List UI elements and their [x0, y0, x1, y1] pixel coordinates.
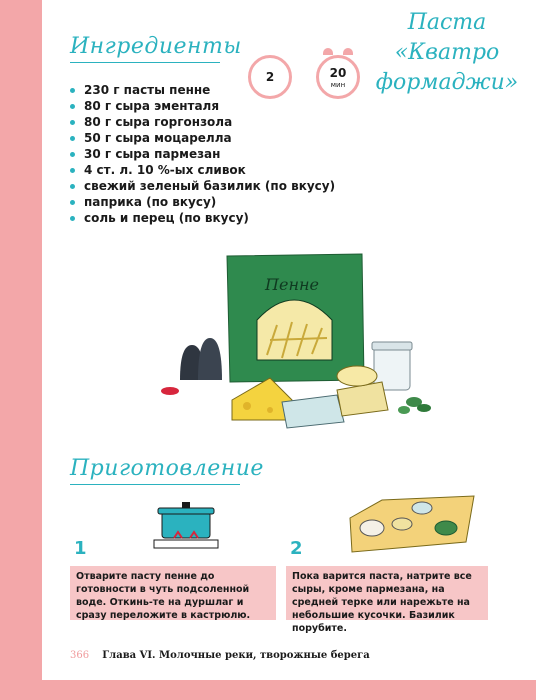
bottom-page-border — [0, 680, 536, 700]
step-1-text: Отварите пасту пенне до готовности в чуть подсоленной воде. Откинь-те на дуршлаг и сразу переложите в кастрюлю. — [70, 566, 276, 620]
pot-on-stove-icon — [152, 500, 222, 556]
preparation-heading-underline — [70, 484, 240, 485]
ingredients-heading: Ингредиенты — [70, 34, 242, 59]
mozzarella-cheese-icon — [337, 366, 377, 386]
ingredients-heading-underline — [70, 62, 220, 63]
left-page-border — [0, 0, 42, 700]
pasta-package-icon — [227, 254, 364, 382]
chapter-title: Глава VI. Молочные реки, творожные берега — [102, 650, 370, 661]
ingredients-list — [70, 82, 335, 226]
ingredient-item: 4 ст. л. 10 %-ых сливок — [70, 162, 335, 178]
ingredient-item: 50 г сыра моцарелла — [70, 130, 335, 146]
step-1-number: 1 — [74, 538, 87, 559]
recipe-title — [372, 8, 522, 98]
basil-icon — [398, 397, 431, 414]
paprika-bowl-icon — [161, 387, 179, 395]
parmesan-cheese-icon — [337, 382, 388, 416]
ingredient-item: соль и перец (по вкусу) — [70, 210, 335, 226]
recipe-page — [42, 0, 536, 680]
emmental-cheese-icon — [232, 378, 292, 420]
ingredient-item: 80 г сыра горгонзола — [70, 114, 335, 130]
time-value: 20 — [329, 65, 347, 80]
ingredient-item: паприка (по вкусу) — [70, 194, 335, 210]
ingredient-item: 230 г пасты пенне — [70, 82, 335, 98]
recipe-title-line-1: Паста — [407, 10, 487, 35]
step-2-text: Пока варится паста, натрите все сыры, кроме пармезана, на средней терке или нарежьте на небольшие кусочки. Базилик порубите. — [286, 566, 488, 620]
time-unit: мин — [330, 80, 346, 89]
page-footer — [70, 650, 370, 661]
page-number: 366 — [70, 650, 90, 661]
cutting-board-icon — [342, 494, 482, 556]
ingredient-item: 30 г сыра пармезан — [70, 146, 335, 162]
clock-bell-right-icon — [343, 48, 353, 55]
step-2-number: 2 — [290, 538, 303, 559]
clock-bell-left-icon — [323, 48, 333, 55]
recipe-title-line-3: формаджи» — [375, 70, 519, 95]
ingredient-item: свежий зеленый базилик (по вкусу) — [70, 178, 335, 194]
servings-count: 2 — [265, 70, 275, 84]
recipe-title-line-2: «Кватро — [394, 40, 500, 65]
salt-shaker-icon — [198, 338, 222, 380]
package-label: Пенне — [265, 275, 319, 294]
ingredients-illustration — [152, 250, 452, 440]
ingredient-item: 80 г сыра эменталя — [70, 98, 335, 114]
preparation-heading: Приготовление — [70, 456, 264, 481]
